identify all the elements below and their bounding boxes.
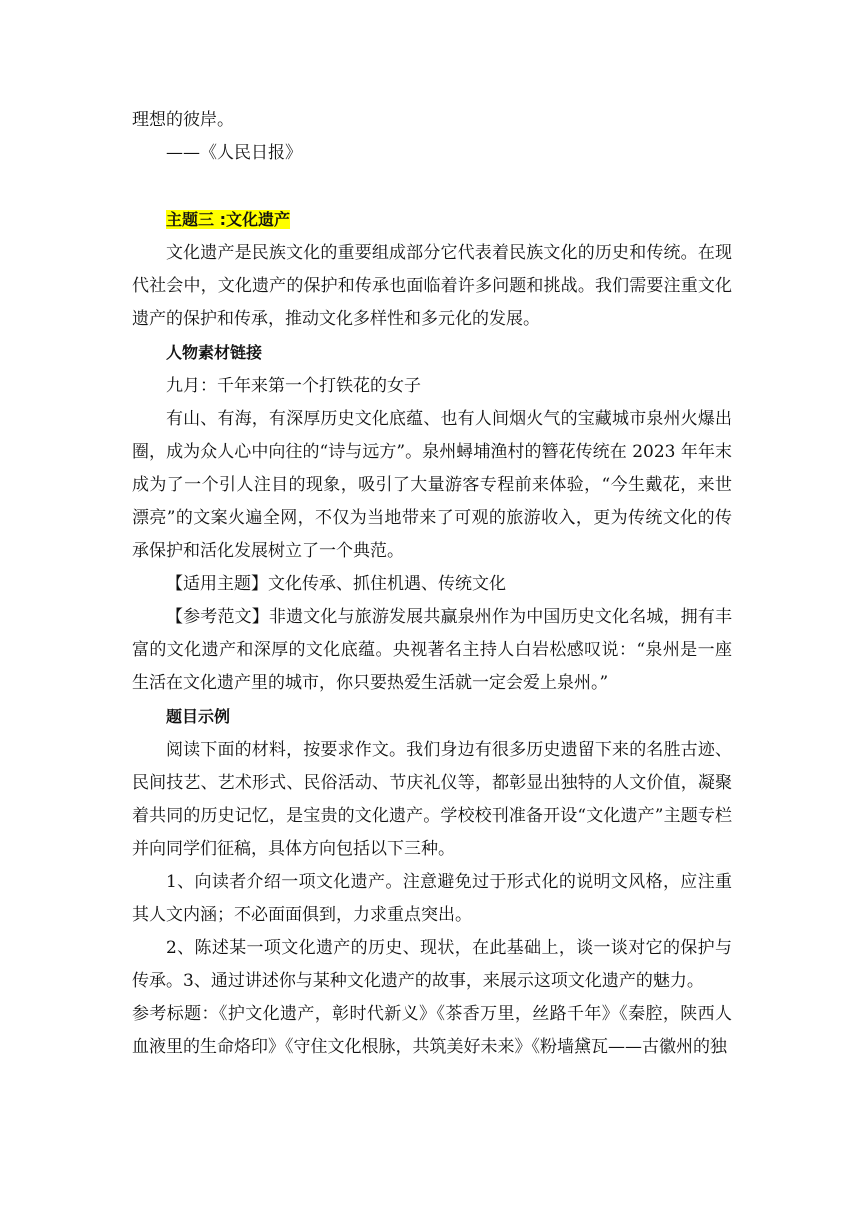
example-heading-text: 题目示例: [166, 707, 231, 726]
item23-paragraph: 2、陈述某一项文化遗产的历史、现状，在此基础上，谈一谈对它的保护与传承。3、通过讲述你与某种文化遗产的故事，来展示这项文化遗产的魅力。: [132, 938, 732, 991]
topics-paragraph: 【适用主题】文化传承、抓住机遇、传统文化: [166, 574, 506, 594]
person-title: 九月：千年来第一个打铁花的女子: [166, 376, 421, 396]
item1-paragraph: 1、向读者介绍一项文化遗产。注意避免过于形式化的说明文风格，应注重其人文内涵；不必面面俱到，力求重点突出。: [132, 872, 732, 925]
intro-tail-paragraph: 理想的彼岸。: [132, 110, 234, 130]
person-heading: [132, 336, 732, 370]
person-paragraph: 有山、有海，有深厚历史文化底蕴、也有人间烟火气的宝藏城市泉州火爆出圈，成为众人心中向往的“诗与远方”。泉州蟳埔渔村的簪花传统在 2023 年年末成为了一个引人注目的现象，吸引了大量游客专程前来体验，“今生戴花，来世漂亮”的文案火遍全网，不仅为当地带来了可观的旅游收入，更为传统文化的传承保护和活化发展树立了一个典范。: [132, 409, 732, 561]
person-heading-text: 人物素材链接: [166, 343, 263, 362]
spacer: [132, 170, 732, 203]
theme3-paragraph: 文化遗产是民族文化的重要组成部分它代表着民族文化的历史和传统。在现代社会中，文化遗产的保护和传承也面临着许多问题和挑战。我们需要注重文化遗产的保护和传承，推动文化多样性和多元化的发展。: [132, 243, 732, 329]
theme3-title: 主题三 :文化遗产: [166, 210, 290, 229]
theme3-heading: [132, 203, 732, 237]
example-heading: [132, 700, 732, 734]
source-citation: ——《人民日报》: [166, 143, 302, 163]
reference-paragraph: 【参考范文】非遗文化与旅游发展共赢泉州作为中国历史文化名城，拥有丰富的文化遗产和深厚的文化底蕴。央视著名主持人白岩松感叹说：“泉州是一座生活在文化遗产里的城市，你只要热爱生活就一定会爱上泉州。”: [132, 607, 732, 693]
titles-paragraph: 参考标题：《护文化遗产，彰时代新义》《茶香万里，丝路千年》《秦腔，陕西人血液里的生命烙印》《守住文化根脉，共筑美好未来》《粉墙黛瓦——古徽州的独: [132, 1004, 732, 1057]
example-paragraph: 阅读下面的材料，按要求作文。我们身边有很多历史遗留下来的名胜古迹、民间技艺、艺术形式、民俗活动、节庆礼仪等，都彰显出独特的人文价值，凝聚着共同的历史记忆，是宝贵的文化遗产。学校校刊准备开设“文化遗产”主题专栏并向同学们征稿，具体方向包括以下三种。: [132, 740, 732, 859]
document-body: [132, 104, 732, 1064]
